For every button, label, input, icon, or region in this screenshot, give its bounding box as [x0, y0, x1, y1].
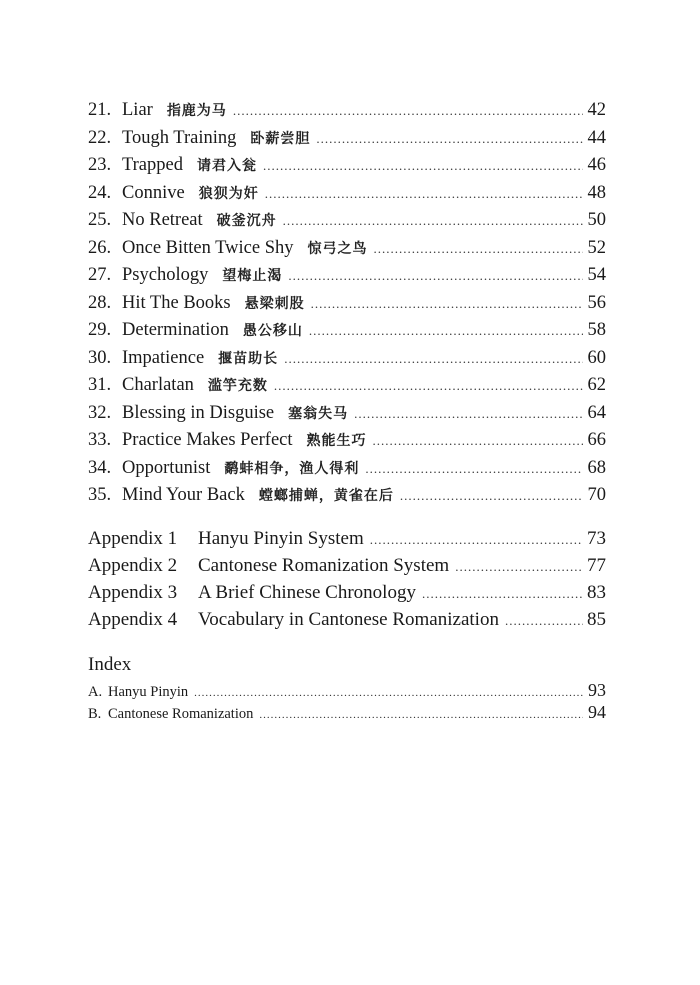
toc-entry[interactable] [88, 320, 606, 348]
index-entry-title: Cantonese Romanization [108, 705, 254, 722]
entry-chinese-idiom: 破釜沉舟 [216, 213, 277, 229]
entry-page-number: 54 [587, 265, 606, 285]
entry-number: 30. [88, 347, 112, 368]
dot-leader [288, 268, 583, 284]
chapter-list [88, 100, 606, 513]
entry-title: Charlatan [122, 375, 194, 395]
entry-page-number: 48 [587, 182, 606, 203]
entry-chinese-idiom: 狼狈为奸 [198, 185, 259, 202]
appendix-entry[interactable] [88, 555, 606, 582]
toc-entry[interactable] [88, 238, 606, 266]
index-section [88, 654, 606, 724]
index-entry[interactable] [88, 702, 606, 724]
appendix-page-number: 77 [587, 554, 606, 576]
dot-leader [284, 351, 583, 367]
appendix-label: Appendix 1 [88, 527, 178, 549]
appendix-list [88, 528, 606, 636]
entry-number: 33. [88, 430, 112, 450]
dot-leader [505, 613, 583, 629]
dot-leader [370, 532, 583, 548]
entry-title: Connive [122, 182, 185, 203]
entry-chinese-idiom: 鹬蚌相争，渔人得利 [224, 460, 360, 477]
toc-entry[interactable] [88, 128, 606, 156]
index-title: Index [88, 653, 132, 675]
entry-number: 28. [88, 292, 112, 313]
entry-chinese-idiom: 卧薪尝胆 [250, 130, 311, 147]
entry-page-number: 44 [587, 127, 606, 148]
appendix-title: A Brief Chinese Chronology [198, 581, 416, 603]
appendix-page-number: 83 [587, 581, 606, 603]
entry-page-number: 64 [587, 402, 606, 423]
appendix-label: Appendix 4 [88, 608, 178, 630]
dot-leader [455, 559, 583, 575]
entry-title: Blessing in Disguise [122, 402, 275, 423]
entry-page-number: 56 [587, 292, 606, 313]
entry-chinese-idiom: 指鹿为马 [166, 103, 227, 119]
dot-leader [263, 158, 583, 174]
entry-number: 35. [88, 485, 112, 505]
entry-chinese-idiom: 请君入瓮 [196, 158, 257, 174]
index-entry[interactable] [88, 680, 606, 702]
dot-leader [374, 241, 583, 257]
entry-chinese-idiom: 愚公移山 [242, 323, 303, 339]
entry-page-number: 52 [587, 237, 606, 258]
toc-entry[interactable] [88, 375, 606, 403]
index-entry-list [88, 680, 606, 724]
entry-chinese-idiom: 揠苗助长 [218, 350, 279, 367]
entry-page-number: 46 [587, 155, 606, 175]
entry-title: Determination [122, 320, 229, 340]
entry-title: Trapped [122, 155, 183, 175]
entry-chinese-idiom: 望梅止渴 [222, 268, 283, 284]
entry-page-number: 62 [587, 375, 606, 395]
entry-chinese-idiom: 螳螂捕蝉，黄雀在后 [258, 488, 394, 504]
toc-entry[interactable] [88, 293, 606, 321]
entry-number: 23. [88, 155, 112, 175]
entry-number: 32. [88, 402, 112, 423]
appendix-entry[interactable] [88, 528, 606, 555]
toc-entry[interactable] [88, 458, 606, 486]
entry-title: Tough Training [122, 127, 237, 148]
entry-number: 27. [88, 265, 112, 285]
toc-entry[interactable] [88, 100, 606, 128]
entry-page-number: 70 [587, 485, 606, 505]
appendix-title: Hanyu Pinyin System [198, 527, 364, 549]
toc-entry[interactable] [88, 485, 606, 513]
appendix-page-number: 73 [587, 527, 606, 549]
entry-number: 26. [88, 237, 112, 258]
entry-page-number: 66 [587, 430, 606, 450]
entry-title: Opportunist [122, 457, 211, 478]
toc-entry[interactable] [88, 210, 606, 238]
entry-chinese-idiom: 滥竽充数 [207, 378, 268, 394]
entry-title: Hit The Books [122, 292, 231, 313]
toc-entry[interactable] [88, 430, 606, 458]
appendix-title: Vocabulary in Cantonese Romanization [198, 608, 499, 630]
entry-title: Liar [122, 100, 153, 120]
index-entry-page-number: 93 [588, 679, 606, 700]
table-of-contents [88, 100, 606, 724]
appendix-entry[interactable] [88, 609, 606, 636]
index-entry-title: Hanyu Pinyin [108, 683, 189, 700]
entry-page-number: 58 [587, 320, 606, 340]
index-entry-letter: B. [88, 705, 102, 722]
entry-chinese-idiom: 熟能生巧 [306, 433, 367, 449]
toc-entry[interactable] [88, 265, 606, 293]
entry-chinese-idiom: 惊弓之鸟 [307, 240, 368, 257]
dot-leader [400, 488, 583, 504]
entry-number: 31. [88, 375, 112, 395]
dot-leader [311, 296, 583, 312]
dot-leader [259, 709, 583, 721]
dot-leader [373, 433, 583, 449]
dot-leader [316, 131, 583, 147]
entry-title: No Retreat [122, 210, 203, 230]
entry-title: Mind Your Back [122, 485, 245, 505]
dot-leader [194, 687, 583, 699]
dot-leader [365, 461, 583, 477]
entry-chinese-idiom: 悬梁刺股 [244, 295, 305, 312]
entry-page-number: 68 [587, 457, 606, 478]
dot-leader [283, 213, 583, 229]
dot-leader [354, 406, 583, 422]
entry-title: Practice Makes Perfect [122, 430, 293, 450]
entry-number: 22. [88, 127, 112, 148]
entry-number: 34. [88, 457, 112, 478]
entry-title: Impatience [122, 347, 205, 368]
dot-leader [422, 586, 583, 602]
entry-page-number: 50 [587, 210, 606, 230]
entry-page-number: 60 [587, 347, 606, 368]
appendix-label: Appendix 2 [88, 554, 178, 576]
entry-number: 21. [88, 100, 112, 120]
index-entry-letter: A. [88, 683, 103, 700]
dot-leader [309, 323, 583, 339]
entry-page-number: 42 [587, 100, 606, 120]
entry-number: 29. [88, 320, 112, 340]
entry-chinese-idiom: 塞翁失马 [288, 405, 349, 422]
appendix-title: Cantonese Romanization System [198, 554, 450, 576]
appendix-entry[interactable] [88, 582, 606, 609]
toc-entry[interactable] [88, 155, 606, 183]
dot-leader [265, 186, 583, 202]
entry-title: Psychology [122, 265, 209, 285]
index-entry-page-number: 94 [588, 701, 606, 722]
toc-entry[interactable] [88, 403, 606, 431]
entry-title: Once Bitten Twice Shy [122, 237, 294, 258]
entry-number: 24. [88, 182, 112, 203]
toc-entry[interactable] [88, 183, 606, 211]
appendix-page-number: 85 [587, 608, 606, 630]
dot-leader [274, 378, 583, 394]
dot-leader [233, 103, 583, 119]
appendix-label: Appendix 3 [88, 581, 178, 603]
entry-number: 25. [88, 210, 112, 230]
toc-entry[interactable] [88, 348, 606, 376]
